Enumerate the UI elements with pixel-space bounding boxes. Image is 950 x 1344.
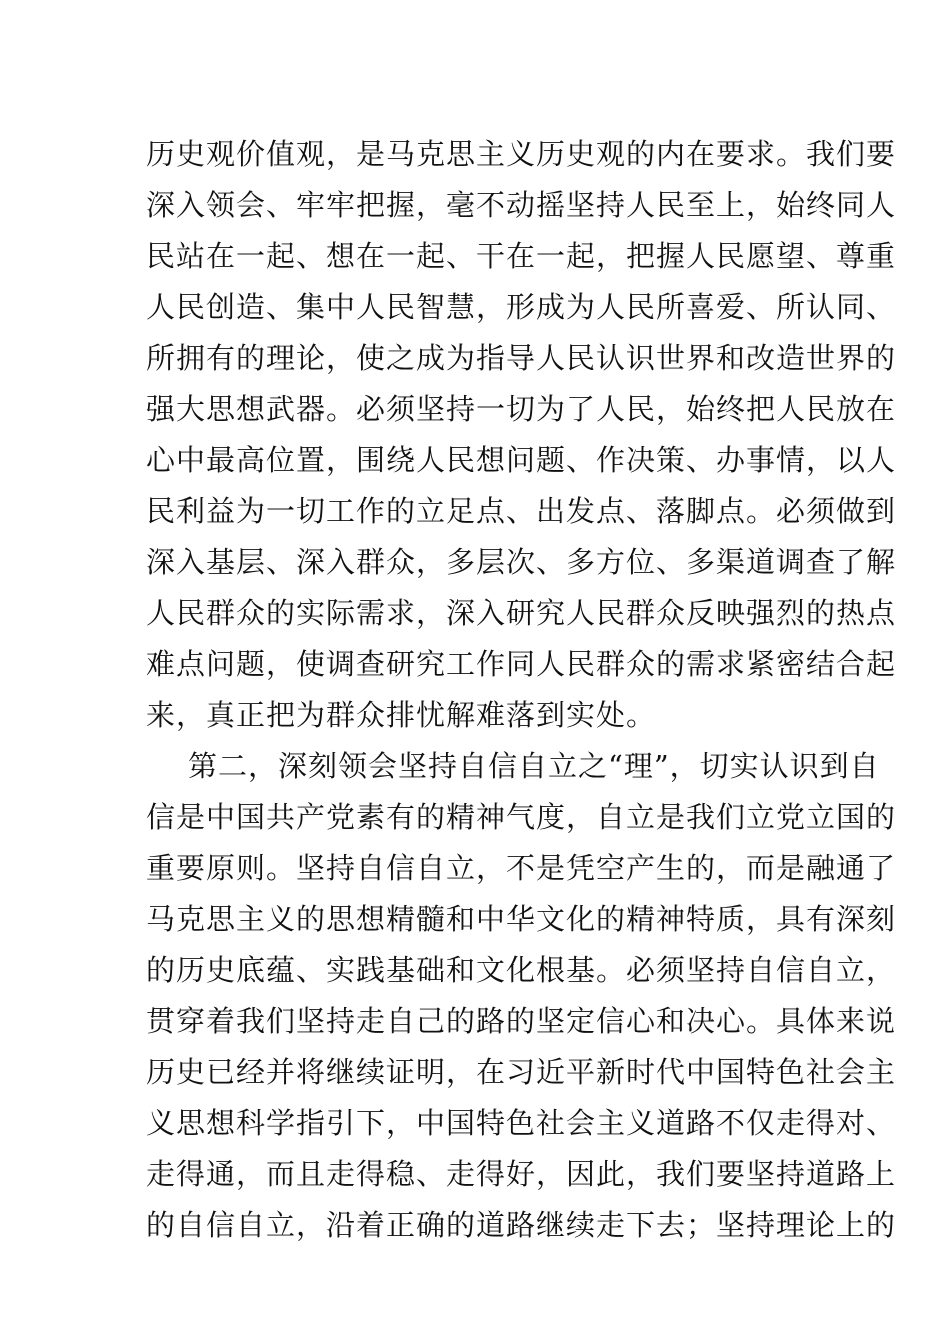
text-line: 历史已经并将继续证明，在习近平新时代中国特色社会主 (146, 1055, 897, 1089)
text-line: 信是中国共产党素有的精神气度，自立是我们立党立国的 (146, 800, 897, 834)
text-line: 难点问题，使调查研究工作同人民群众的需求紧密结合起 (146, 647, 897, 681)
text-line: 义思想科学指引下，中国特色社会主义道路不仅走得对、 (146, 1106, 897, 1140)
text-line: 所拥有的理论，使之成为指导人民认识世界和改造世界的 (146, 341, 897, 375)
paragraph-start-line: 第二，深刻领会坚持自信自立之“理”，切实认识到自 (188, 749, 880, 783)
text-line: 民站在一起、想在一起、干在一起，把握人民愿望、尊重 (146, 239, 897, 273)
text-line: 深入基层、深入群众，多层次、多方位、多渠道调查了解 (146, 545, 897, 579)
text-line: 贯穿着我们坚持走自己的路的坚定信心和决心。具体来说 (146, 1004, 897, 1038)
text-line: 马克思主义的思想精髓和中华文化的精神特质，具有深刻 (146, 902, 897, 936)
text-line: 心中最高位置，围绕人民想问题、作决策、办事情，以人 (146, 443, 897, 477)
text-line: 民利益为一切工作的立足点、出发点、落脚点。必须做到 (146, 494, 897, 528)
text-line: 历史观价值观，是马克思主义历史观的内在要求。我们要 (146, 137, 897, 171)
text-line: 深入领会、牢牢把握，毫不动摇坚持人民至上，始终同人 (146, 188, 897, 222)
text-line: 的历史底蕴、实践基础和文化根基。必须坚持自信自立， (146, 953, 897, 987)
text-line: 走得通，而且走得稳、走得好，因此，我们要坚持道路上 (146, 1157, 897, 1191)
text-line: 强大思想武器。必须坚持一切为了人民，始终把人民放在 (146, 392, 897, 426)
text-line: 人民群众的实际需求，深入研究人民群众反映强烈的热点 (146, 596, 897, 630)
text-line: 人民创造、集中人民智慧，形成为人民所喜爱、所认同、 (146, 290, 897, 324)
text-line: 的自信自立，沿着正确的道路继续走下去；坚持理论上的 (146, 1208, 897, 1242)
text-line: 来，真正把为群众排忧解难落到实处。 (146, 698, 657, 732)
text-line: 重要原则。坚持自信自立，不是凭空产生的，而是融通了 (146, 851, 897, 885)
